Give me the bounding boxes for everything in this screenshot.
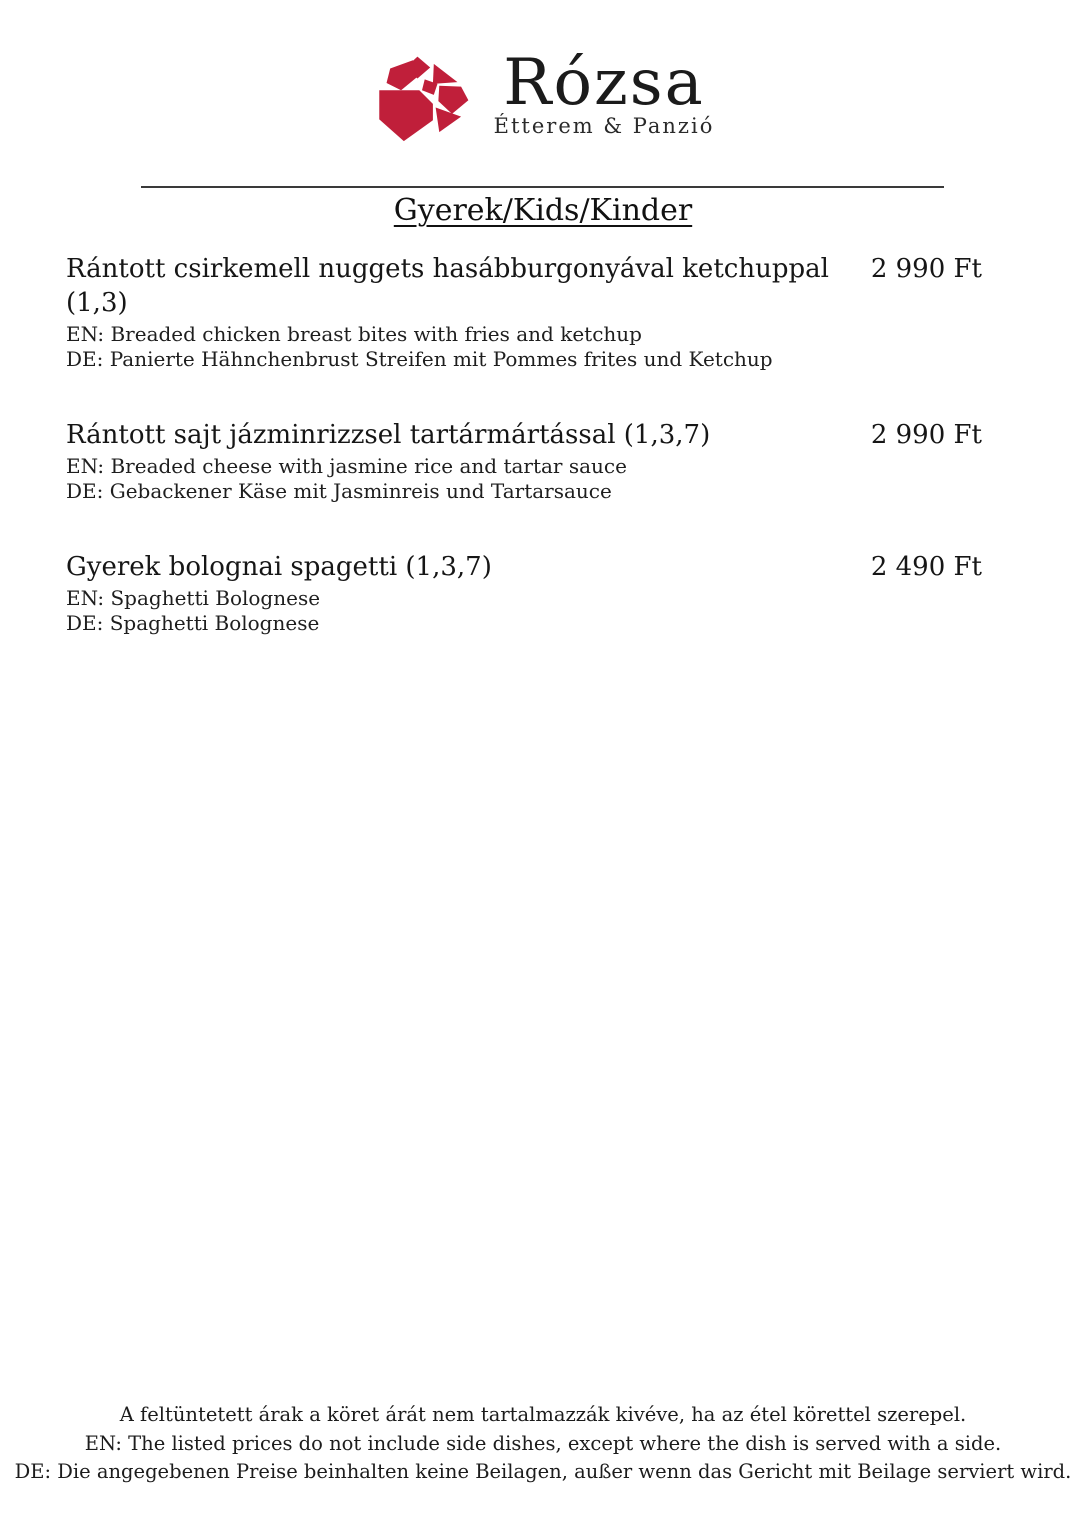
menu-item-price: 2 490 Ft <box>870 552 982 582</box>
menu-item-translation-de: DE: Gebackener Käse mit Jasminreis und Tartarsauce <box>66 479 612 503</box>
menu-item-title: Rántott sajt jázminrizzsel tartármártással (1,3,7) <box>66 420 711 450</box>
menu-item-translation-en: EN: Breaded chicken breast bites with fries and ketchup <box>66 322 642 346</box>
brand-tagline: Étterem & Panzió <box>493 114 715 138</box>
menu-item-translation-de: DE: Panierte Hähnchenbrust Streifen mit Pommes frites und Ketchup <box>66 347 773 371</box>
header-divider <box>141 186 944 188</box>
menu-item-translation-de: DE: Spaghetti Bolognese <box>66 611 320 635</box>
brand-wordmark <box>493 46 715 138</box>
menu-item-translation-en: EN: Breaded cheese with jasmine rice and tartar sauce <box>66 454 627 478</box>
menu-item-title: Gyerek bolognai spagetti (1,3,7) <box>66 552 492 582</box>
menu-item <box>66 252 982 372</box>
brand-name: Rózsa <box>503 46 705 120</box>
footer-note-de: DE: Die angegebenen Preise beinhalten keine Beilagen, außer wenn das Gericht mit Beilage serviert wird. <box>14 1460 1072 1483</box>
menu-item <box>66 418 982 504</box>
menu-item-head <box>66 550 982 584</box>
menu-item-head <box>66 418 982 452</box>
menu-item-price: 2 990 Ft <box>870 254 982 284</box>
menu-item-title: Rántott csirkemell nuggets hasábburgonyával ketchuppal (1,3) <box>66 254 829 318</box>
menu-item-price: 2 990 Ft <box>870 420 982 450</box>
brand-logo <box>0 46 1086 146</box>
rose-icon <box>372 50 472 146</box>
menu-item-translation-en: EN: Spaghetti Bolognese <box>66 586 321 610</box>
footer-note-hu: A feltüntetett árak a köret árát nem tartalmazzák kivéve, ha az étel körettel szerepel. <box>119 1403 967 1426</box>
footer-note <box>0 1401 1086 1487</box>
menu-item <box>66 550 982 636</box>
menu-item-head <box>66 252 982 320</box>
footer-note-en: EN: The listed prices do not include side dishes, except where the dish is served with a side. <box>84 1431 1002 1455</box>
section-title: Gyerek/Kids/Kinder <box>393 193 693 228</box>
menu-items-list <box>66 252 982 636</box>
